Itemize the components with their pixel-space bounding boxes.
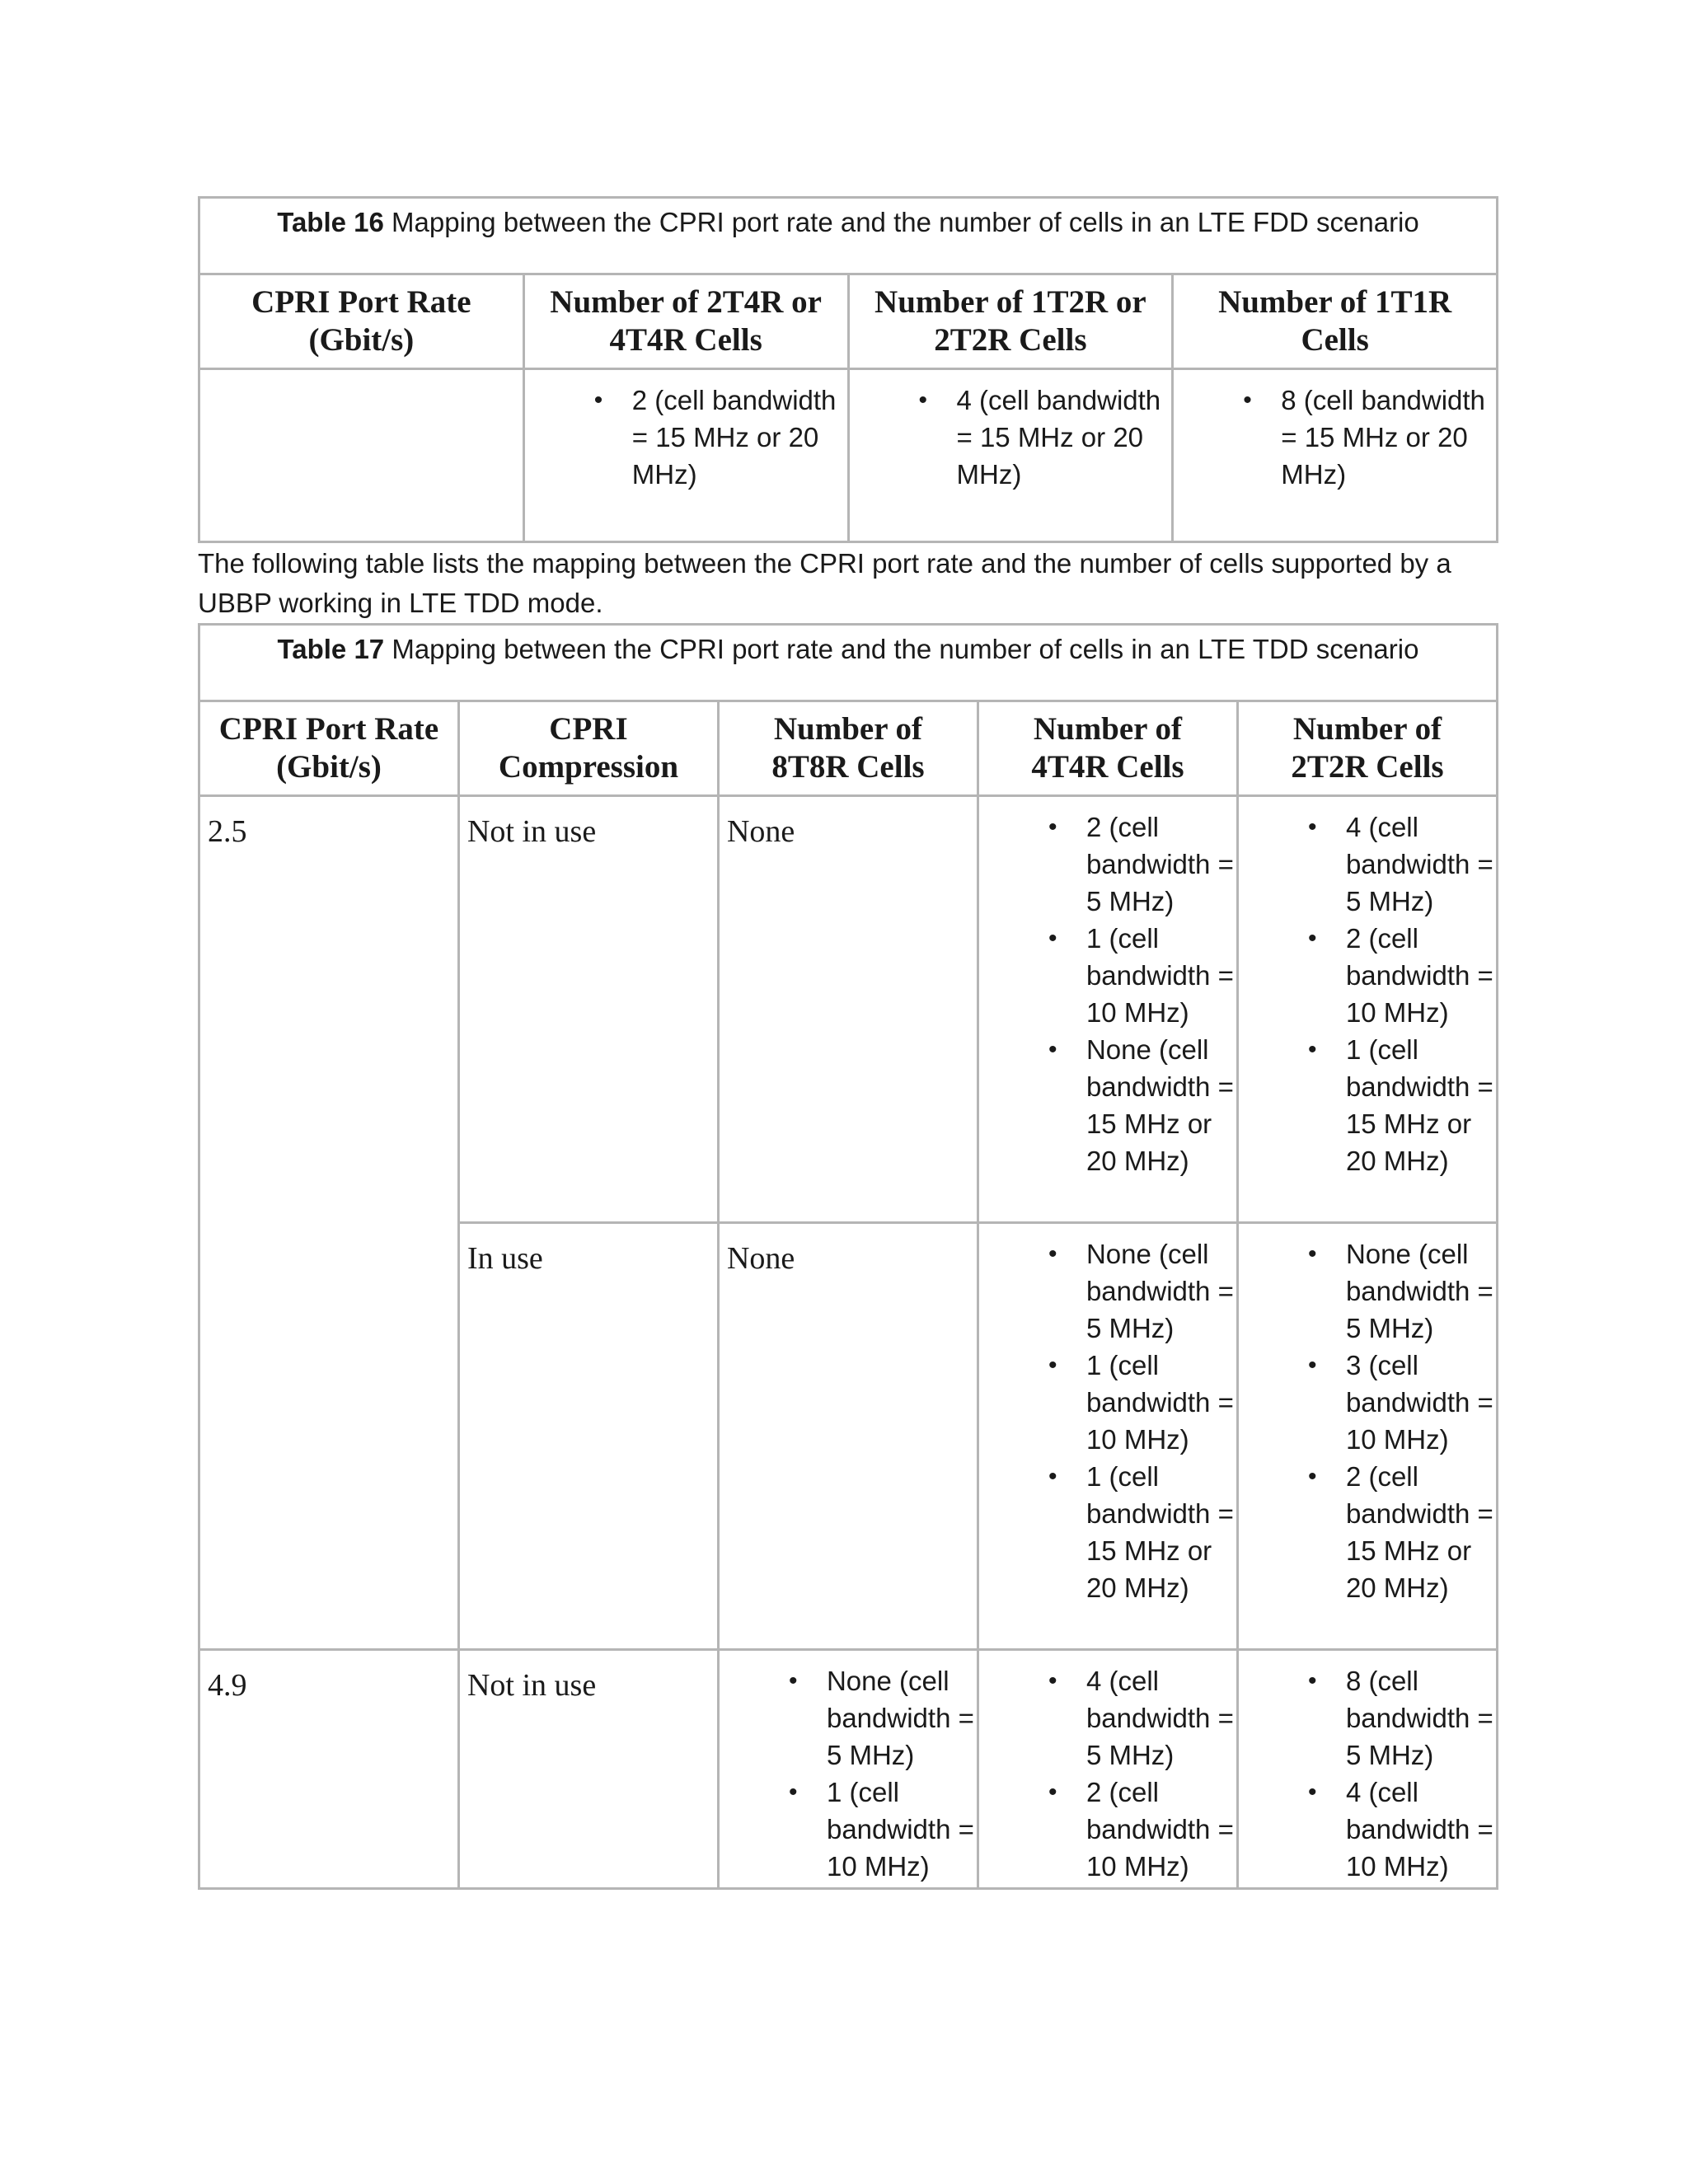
list-item: • 2 (cell bandwidth = 5 MHz) <box>1048 812 1234 916</box>
table-16 <box>198 196 1498 543</box>
intro-paragraph: The following table lists the mapping between the CPRI port rate and the number of cells supported by a UBBP working in LTE TDD mode. <box>198 548 1451 618</box>
list-item: • 4 (cell bandwidth = 5 MHz) <box>1307 812 1493 916</box>
list-item: • 2 (cell bandwidth = 15 MHz or 20 MHz) <box>593 385 837 490</box>
list-item: • None (cell bandwidth = 5 MHz) <box>788 1666 974 1770</box>
t17-compression-cell: Not in use <box>458 796 718 1223</box>
t16-1t2r-list <box>918 370 1172 493</box>
table-17-caption-label: Table 17 <box>277 634 385 664</box>
t17-rate-4-9: 4.9 <box>199 1650 459 1889</box>
list-item: • 2 (cell bandwidth = 10 MHz) <box>1048 1777 1234 1882</box>
t17-4t4r-list <box>1048 797 1236 1179</box>
list-item: • None (cell bandwidth = 5 MHz) <box>1048 1239 1234 1343</box>
t17-8t8r-cell <box>718 1650 978 1889</box>
t17-4t4r-cell <box>978 1223 1237 1650</box>
t17-header-compression: CPRI Compression <box>458 701 718 796</box>
t17-header-8t8r: Number of 8T8R Cells <box>718 701 978 796</box>
t17-rate-2-5: 2.5 <box>199 796 459 1650</box>
t17-8t8r-list <box>788 1651 977 1885</box>
t16-header-rate: CPRI Port Rate (Gbit/s) <box>199 274 524 369</box>
list-item: • 1 (cell bandwidth = 15 MHz or 20 MHz) <box>1307 1034 1493 1176</box>
list-item: • 8 (cell bandwidth = 15 MHz or 20 MHz) <box>1243 385 1485 490</box>
list-item: • 1 (cell bandwidth = 10 MHz) <box>788 1777 974 1882</box>
t17-compression-cell: In use <box>458 1223 718 1650</box>
table-16-caption <box>199 198 1498 274</box>
list-item: • 8 (cell bandwidth = 5 MHz) <box>1307 1666 1493 1770</box>
t17-2t2r-cell <box>1237 1223 1497 1650</box>
table-17-caption <box>199 625 1498 701</box>
t16-1t1r-cell <box>1173 369 1498 542</box>
list-item: • 4 (cell bandwidth = 15 MHz or 20 MHz) <box>918 385 1161 490</box>
t17-4t4r-list <box>1048 1651 1236 1885</box>
list-item: • 2 (cell bandwidth = 10 MHz) <box>1307 923 1493 1028</box>
list-item: • 1 (cell bandwidth = 15 MHz or 20 MHz) <box>1048 1461 1234 1603</box>
table-17-caption-text: Mapping between the CPRI port rate and the number of cells in an LTE TDD scenario <box>384 634 1419 664</box>
t17-compression-cell: Not in use <box>458 1650 718 1889</box>
list-item: • None (cell bandwidth = 5 MHz) <box>1307 1239 1493 1343</box>
t17-8t8r-cell: None <box>718 1223 978 1650</box>
t16-1t2r-cell <box>848 369 1173 542</box>
t17-2t2r-cell <box>1237 1650 1497 1889</box>
t16-2t4r-cell <box>523 369 848 542</box>
t17-2t2r-list <box>1307 1224 1496 1606</box>
t17-4t4r-cell <box>978 796 1237 1223</box>
table-row <box>199 796 1498 1223</box>
t16-header-1t1r: Number of 1T1R Cells <box>1173 274 1498 369</box>
list-item: • 4 (cell bandwidth = 10 MHz) <box>1307 1777 1493 1882</box>
list-item: • 1 (cell bandwidth = 10 MHz) <box>1048 923 1234 1028</box>
t16-header-1t2r: Number of 1T2R or 2T2R Cells <box>848 274 1173 369</box>
t17-2t2r-cell <box>1237 796 1497 1223</box>
t17-2t2r-list <box>1307 1651 1496 1885</box>
t17-header-2t2r: Number of 2T2R Cells <box>1237 701 1497 796</box>
t16-header-2t4r: Number of 2T4R or 4T4R Cells <box>523 274 848 369</box>
t16-rate-cell <box>199 369 524 542</box>
table-17 <box>198 623 1498 1890</box>
t17-header-4t4r: Number of 4T4R Cells <box>978 701 1237 796</box>
table-16-caption-label: Table 16 <box>277 207 384 237</box>
list-item: • 4 (cell bandwidth = 5 MHz) <box>1048 1666 1234 1770</box>
table-16-caption-text: Mapping between the CPRI port rate and the number of cells in an LTE FDD scenario <box>383 207 1419 237</box>
t17-4t4r-cell <box>978 1650 1237 1889</box>
list-item: • None (cell bandwidth = 15 MHz or 20 MHz) <box>1048 1034 1234 1176</box>
t16-2t4r-list <box>593 370 847 493</box>
list-item: • 2 (cell bandwidth = 15 MHz or 20 MHz) <box>1307 1461 1493 1603</box>
t16-1t1r-list <box>1243 370 1496 493</box>
list-item: • 3 (cell bandwidth = 10 MHz) <box>1307 1350 1493 1455</box>
t17-4t4r-list <box>1048 1224 1236 1606</box>
t17-8t8r-cell: None <box>718 796 978 1223</box>
list-item: • 1 (cell bandwidth = 10 MHz) <box>1048 1350 1234 1455</box>
t17-2t2r-list <box>1307 797 1496 1179</box>
table-row <box>199 1650 1498 1889</box>
t17-header-rate: CPRI Port Rate (Gbit/s) <box>199 701 459 796</box>
